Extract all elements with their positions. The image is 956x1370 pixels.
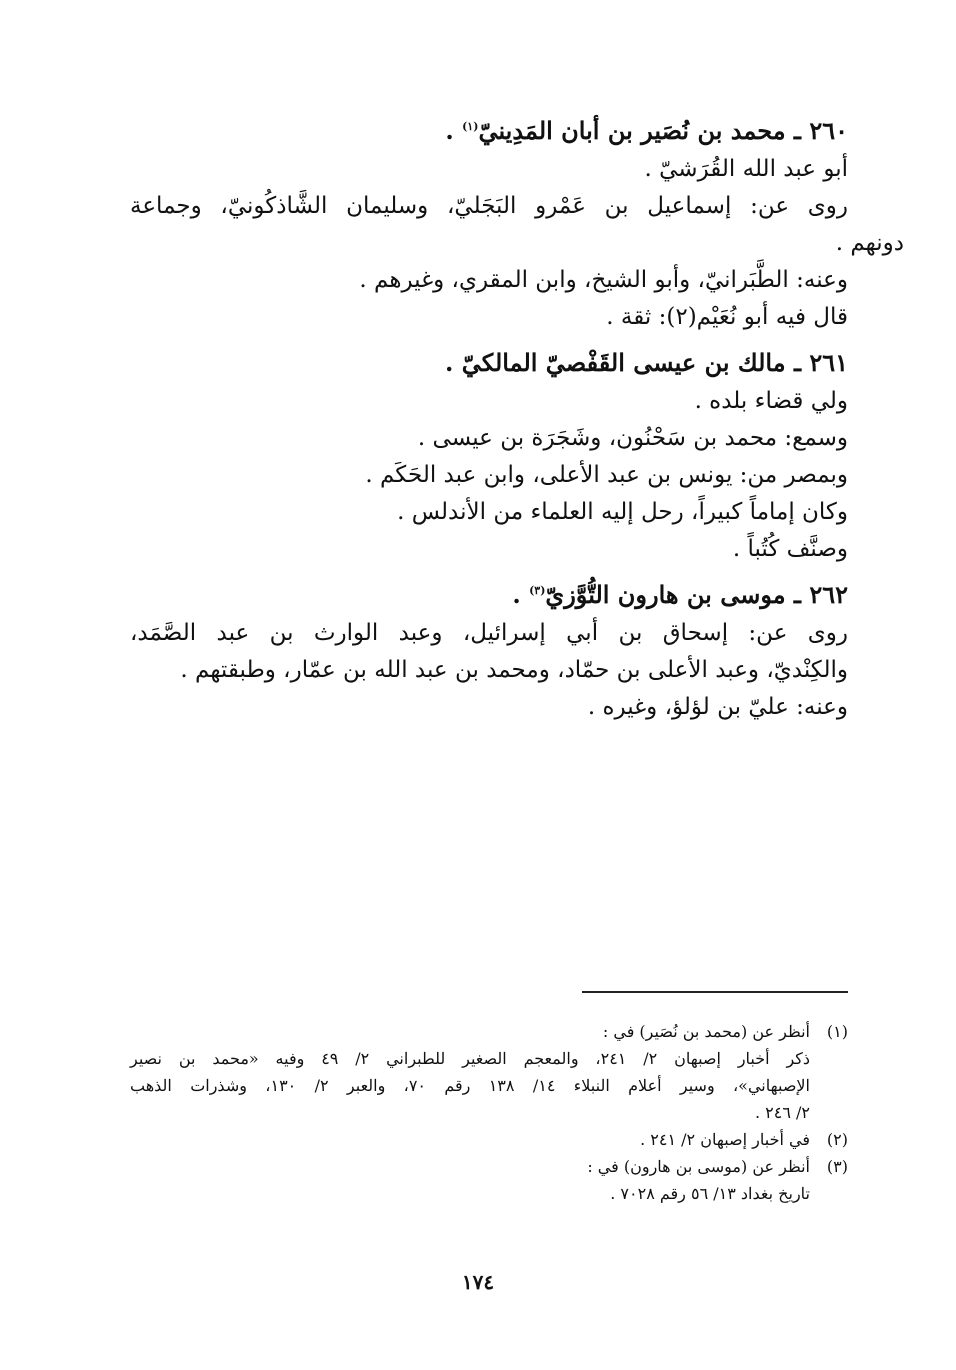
footnote-line: في أخبار إصبهان ٢/ ٢٤١ .	[640, 1130, 810, 1149]
footnote-number: (١)	[826, 1022, 848, 1041]
entry-line: وعنه: عليّ بن لؤلؤ، وغيره .	[587, 694, 848, 720]
footnote-line: تاريخ بغداد ١٣/ ٥٦ رقم ٧٠٢٨ .	[610, 1184, 810, 1203]
footnote-2	[130, 1126, 848, 1153]
entry-line: ولي قضاء بلده .	[694, 388, 848, 414]
footnote-line: أنظر عن (موسى بن هارون) في :	[587, 1157, 810, 1176]
footnote-body	[130, 1018, 810, 1126]
footnote-number: (٢)	[826, 1130, 848, 1149]
entry-line: قال فيه أبو نُعَيْم(٢): ثقة .	[606, 304, 848, 330]
footnote-marker[interactable]: (٣)	[529, 584, 546, 597]
main-text	[130, 112, 904, 726]
entry-line: وسمع: محمد بن سَحْنُون، وشَجَرَة بن عيسى .	[417, 425, 848, 451]
entry-line: روى عن: إسحاق بن أبي إسرائيل، وعبد الوارث بن عبد الصَّمَد،	[130, 620, 848, 646]
footnote-3	[130, 1153, 848, 1207]
entry-line: روى عن: إسماعيل بن عَمْرو البَجَليّ، وسليمان الشَّاذكُونيّ، وجماعة	[130, 193, 848, 219]
footnote-line: ذكر أخبار إصبهان ٢/ ٢٤١، والمعجم الصغير للطبراني ٢/ ٤٩ وفيه «محمد بن نصير	[130, 1049, 811, 1068]
entry-title: ٢٦١ ـ مالك بن عيسى القَفْصيّ المالكيّ .	[445, 348, 848, 377]
entry-261	[130, 344, 848, 568]
entry-line: وبمصر من: يونس بن عبد الأعلى، وابن عبد الحَكَم .	[365, 462, 848, 488]
footnote-divider	[582, 991, 848, 993]
entry-title: ٢٦٢ ـ موسى بن هارون التُّوَّزيّ$^{(٣)}$ .	[512, 580, 848, 609]
footnote-line: الإصبهاني»، وسير أعلام النبلاء ١٤/ ١٣٨ رقم ٧٠، والعبر ٢/ ١٣٠، وشذرات الذهب	[130, 1076, 810, 1095]
footnote-body	[130, 1126, 810, 1153]
entry-line: وصنَّف كُتُباً .	[732, 536, 848, 562]
entry-line: وكان إماماً كبيراً، رحل إليه العلماء من الأندلس .	[397, 499, 848, 525]
entry-line: أبو عبد الله القُرَشيّ .	[644, 156, 848, 182]
entry-line: دونهم .	[835, 230, 904, 256]
entry-260	[130, 112, 904, 336]
footnote-line: أنظر عن (محمد بن نُصَير) في :	[602, 1022, 810, 1041]
footnote-1	[130, 1018, 848, 1126]
footnote-body	[130, 1153, 810, 1207]
entry-line: والكِنْديّ، وعبد الأعلى بن حمّاد، ومحمد بن عبد الله بن عمّار، وطبقتهم .	[180, 657, 848, 683]
page-number: ١٧٤	[461, 1270, 495, 1294]
footnote-number: (٣)	[826, 1157, 848, 1176]
entry-title: ٢٦٠ ـ محمد بن نُصَير بن أبان المَدِينيّ$^{(١)}$ .	[445, 116, 848, 145]
footnote-marker[interactable]: (١)	[462, 120, 479, 133]
entry-262	[130, 576, 848, 726]
entry-line: وعنه: الطَّبَرانيّ، وأبو الشيخ، وابن المقري، وغيرهم .	[359, 267, 848, 293]
footnotes	[130, 1018, 848, 1207]
footnote-line: ٢/ ٢٤٦ .	[754, 1103, 810, 1122]
